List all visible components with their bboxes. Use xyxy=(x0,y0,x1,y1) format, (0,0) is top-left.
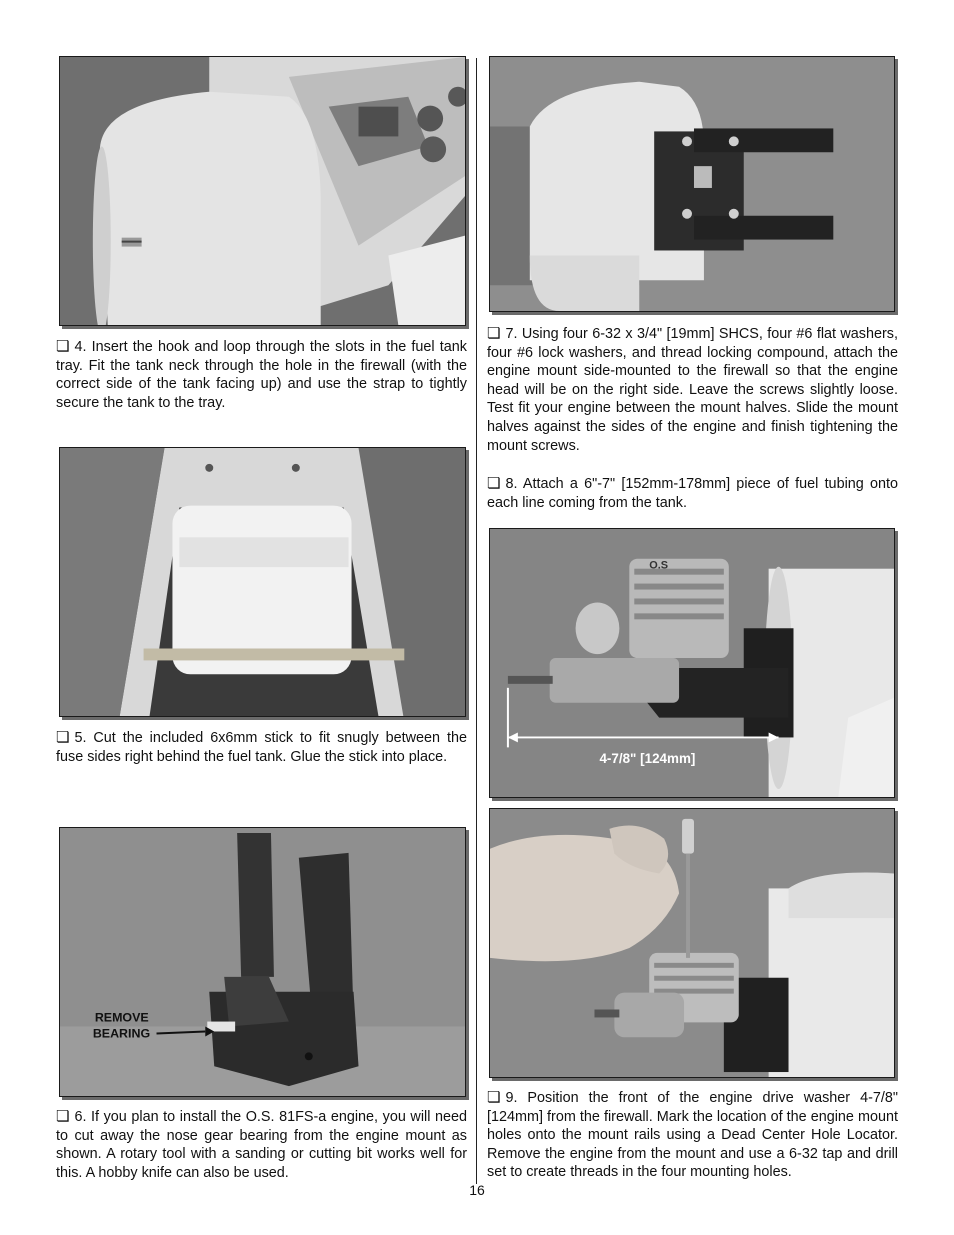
page-number: 16 xyxy=(469,1182,485,1198)
step-9-text: ❏ 9. Position the front of the engine drive washer 4-7/8" [124mm] from the firewall. Mark the location of the engine mount holes onto the mount rails using a Dead Center Hole Locator. Remove the engine from the mount and use a 6-32 tap and drill set to create threads in the four mounting holes. xyxy=(487,1088,898,1181)
step-7-text: ❏ 7. Using four 6-32 x 3/4" [19mm] SHCS, four #6 flat washers, four #6 lock washers, and thread locking compound, attach the engine mount side-mounted to the firewall so that the engine head will be on the right side. Leave the screws slightly loose. Test fit your engine between the mount halves. Slide the mount halves against the sides of the engine and finish tightening the mount screws. xyxy=(487,324,898,454)
checkbox-icon[interactable]: ❏ xyxy=(487,474,501,492)
photo-fuel-tank-tray xyxy=(59,56,466,326)
checkbox-icon[interactable]: ❏ xyxy=(56,337,70,355)
photo-engine-dimension xyxy=(489,528,895,798)
checkbox-icon[interactable]: ❏ xyxy=(56,728,70,746)
dimension-label: 4-7/8" [124mm] xyxy=(599,751,696,767)
photo-fuel-tank-stick xyxy=(59,447,466,717)
photo-side-mount xyxy=(489,56,895,312)
photo-engine-mount-bearing xyxy=(59,827,466,1097)
checkbox-icon[interactable]: ❏ xyxy=(487,324,501,342)
column-divider xyxy=(476,58,477,1184)
photo-hole-locator xyxy=(489,808,895,1078)
callout-remove: REMOVE xyxy=(94,1010,149,1025)
callout-bearing: BEARING xyxy=(92,1026,151,1041)
step-4-text: ❏ 4. Insert the hook and loop through the slots in the fuel tank tray. Fit the tank neck through the hole in the firewall (with the correct side of the tank facing up) and use the strap to tightly secure the tank to the tray. xyxy=(56,337,467,411)
checkbox-icon[interactable]: ❏ xyxy=(56,1107,70,1125)
step-8-text: ❏ 8. Attach a 6"-7" [152mm-178mm] piece of fuel tubing onto each line coming from the tank. xyxy=(487,474,898,511)
engine-marking: O.S xyxy=(649,559,669,572)
checkbox-icon[interactable]: ❏ xyxy=(487,1088,501,1106)
step-5-text: ❏ 5. Cut the included 6x6mm stick to fit snugly between the fuse sides right behind the fuel tank. Glue the stick into place. xyxy=(56,728,467,765)
step-6-text: ❏ 6. If you plan to install the O.S. 81FS-a engine, you will need to cut away the nose gear bearing from the engine mount as shown. A rotary tool with a sanding or cutting bit works well for this. A hobby knife can also be used. xyxy=(56,1107,467,1181)
